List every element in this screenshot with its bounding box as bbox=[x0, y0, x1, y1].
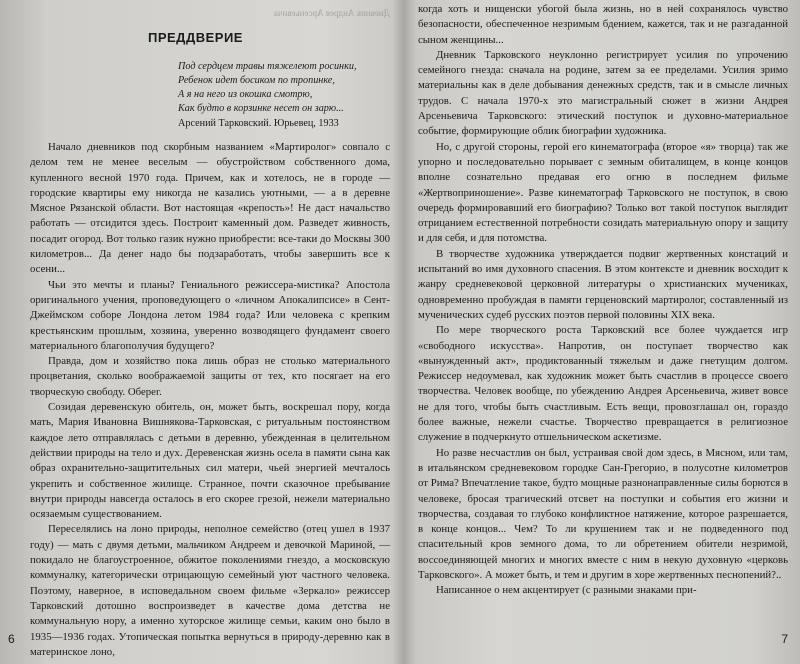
poem-line: Ребенок идет босиком по тропинке, bbox=[178, 75, 335, 86]
poem-line: Как будто в корзинке несет он зарю... bbox=[178, 103, 344, 114]
paragraph: Но, с другой стороны, герой его кинематографа (второе «я» творца) так же упорно и последовательно порывает с земным обиталищем, в конце концов вполне сознательно предавая его огню в последнем фильме «Жертвоприношение». Разве кинематограф Тарковского не поступок, в свою очередь формировавший его биографию? Только вот такой поступок выглядит отрицанием естественной потребности созидать материальную опору и защиту и для себя, и для потомства. bbox=[418, 140, 788, 245]
poem-line: А я на него из окошка смотрю, bbox=[178, 89, 313, 100]
left-body-text bbox=[30, 140, 390, 660]
paragraph: Начало дневников под скорбным названием «Мартиролог» совпало с делом тем не менее веселым — обустройством собственного дома, купленного весной 1970 года. Причем, как и хотелось, не в городе — городские квартиры ему никогда не казались уютными, — а в деревне Мясное Рязанской области. Вот настоящая «крепость»! Не даст начальство работать — отсидится здесь. Построит каменный дом. Разведет живность, посадит огород. Вот только газик нужно приобрести: все-таки до Москвы 300 километров... Да денег надо бы подзаработать, чтобы завершить все к осени... bbox=[30, 141, 390, 276]
paragraph: Дневник Тарковского неуклонно регистрирует усилия по упрочению семейного гнезда: сначала на родине, затем за ее пределами. Усилия зримо материальны как в деле добывания денежных средств, так и в смысле личных трудов. С начала 1970-х это магистральный сюжет в жизни Андрея Арсеньевича Тарковского: этический поступок и духовно-материальное событие, формирующие облик биографии художника. bbox=[418, 48, 788, 138]
paragraph: Написанное о нем акцентирует (с разными знаками при- bbox=[436, 584, 697, 597]
bleed-through-text: Дневник Андрея Арсеньевича bbox=[274, 8, 390, 18]
poem-line: Под сердцем травы тяжелеют росинки, bbox=[178, 61, 357, 72]
paragraph: По мере творческого роста Тарковский все более чуждается игр «свободного искусства». Напротив, он поступает творчество как «вынужденный акт», продиктованный тяжелым и даже гнетущим долгом. Режиссер недоумевал, как художник может быть счастлив в процессе своего творчества. Человек вообще, по убеждению Андрея Арсеньевича, живет вовсе не для того, чтобы быть счастливым. Есть вещи, провозглашал он, гораздо более важные, нежели счастье. Творчество превращается в религиозное служение в подчеркнуто отшельническом аскетизме. bbox=[418, 324, 788, 444]
epigraph-attribution: Арсений Тарковский. Юрьевец, 1933 bbox=[178, 118, 339, 129]
paragraph: Чьи это мечты и планы? Гениального режиссера-мистика? Апостола оригинального учения, проповедующего о «личном Апокалипсисе» в Сент-Джеймском соборе Лондона летом 1984 года? Или человека с крепким крестьянским прошлым, хозяина, уверенно возводящего фундамент своего материального благополучия будущего? bbox=[30, 278, 390, 352]
paragraph: Правда, дом и хозяйство пока лишь образ не столько материального процветания, сколько воображаемой защиты от тех, кто посягает на его творческую свободу. Оберег. bbox=[30, 355, 390, 398]
paragraph: В творчестве художника утверждается подвиг жертвенных констаций и испытаний во имя духовного спасения. В этом контексте и дневник восходит к жанру средневековой церковной литературы о христианских мучениках, одновременно пробуждая в памяти герценовский мартиролог, составленный из мученических судеб русских поэтов первой половины XIX века. bbox=[418, 247, 788, 321]
page-number: 6 bbox=[8, 632, 15, 646]
page-number: 7 bbox=[781, 632, 788, 646]
paragraph: Созидая деревенскую обитель, он, может быть, воскрешал пору, когда мать, Мария Ивановна Вишнякова-Тарковская, с ритуальным постоянством каждое лето отправлялась с детьми в деревню, убежденная в целительном действии природы на тело и дух. Деревенская жизнь осела в памяти сына как образ охранительно-защитительных сил матери, чьей энергией мечталось укрепить и собственное жилище. Странное, почти сказочное пребывание внутри природы навсегда осталось в его скорее грезой, нежели материально осязаемым существованием. bbox=[30, 401, 390, 521]
chapter-heading: ПРЕДДВЕРИЕ bbox=[148, 30, 243, 45]
paragraph: Но разве несчастлив он был, устраивая свой дом здесь, в Мясном, или там, в итальянском средневековом городке Сан-Грегорио, в полусотне километров от Рима? Впечатление такое, будто мощные разнонаправленные силы борются в человеке, бросая трагический отсвет на поступки и события его жизни и творчества, создавая то глубоко конфликтное натяжение, которое разрешается, в конце концов... Чем? То ли крушением так и не подведенного под спасительный кров земного дома, то ли обретением обители незримой, воссоединяющей многих и многих вместе с ним в некую духовную «церковь Тарковского». А может быть, и тем и другим в хоре жертвенных песнопений?.. bbox=[418, 446, 788, 581]
right-page bbox=[402, 0, 800, 664]
paragraph: Переселялись на лоно природы, неполное семейство (отец ушел в 1937 году) — мать с двумя детьми, мальчиком Андреем и девочкой Мариной, — покидало не благоустроенное, обжитое поколениями гнездо, а московскую коммуналку, категорически отрицающую семейный уют частного человека. Поэтому, наверное, в исповедальном своем фильме «Зеркало» режиссер Тарковский дотошно воспроизведет в качестве дома детства не коммунальную нору, а именно хуторское жилище семьи, каким оно было в 1935—1936 годах. Утопическая попытка вернуться в природу-деревню как в материнское лоно, bbox=[30, 523, 390, 658]
right-body-text bbox=[418, 2, 788, 599]
epigraph-poem bbox=[178, 60, 388, 116]
paragraph: когда хоть и нищенски убогой была жизнь, но в ней сохранялось чувство безопасности, обеспеченное незримым бдением, кажется, так и не разгаданной сыном женщины... bbox=[418, 3, 788, 46]
